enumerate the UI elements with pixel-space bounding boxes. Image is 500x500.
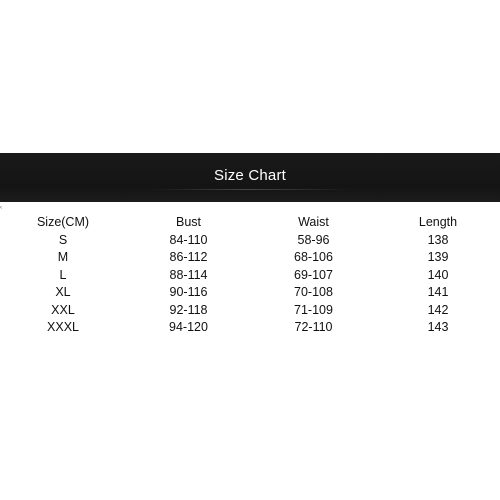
banner-divider [150, 189, 350, 190]
cell-length: 139 [427, 250, 449, 264]
cell-waist: 58-96 [297, 232, 330, 247]
table-row [0, 232, 500, 250]
cell-bust: 92-118 [169, 302, 208, 317]
size-table [0, 214, 500, 337]
cell-waist: 70-108 [294, 285, 333, 299]
table-header-row [0, 214, 500, 232]
table-row [0, 319, 500, 337]
table-row [0, 284, 500, 302]
cell-size: XL [55, 285, 71, 299]
header-size: Size(CM) [36, 215, 90, 229]
cell-bust: 94-120 [169, 320, 208, 334]
cell-length: 141 [427, 285, 449, 299]
header-waist: Waist [298, 215, 329, 229]
cell-bust: 88-114 [169, 267, 208, 282]
cell-size: M [57, 250, 69, 264]
page-title: Size Chart [213, 167, 287, 184]
table-row [0, 267, 500, 285]
cell-size: S [58, 232, 68, 247]
header-bust: Bust [175, 215, 201, 229]
cell-length: 140 [427, 267, 449, 282]
table-row [0, 302, 500, 320]
cell-waist: 72-110 [294, 320, 333, 334]
cell-waist: 69-107 [294, 267, 333, 282]
cell-bust: 90-116 [169, 285, 208, 299]
title-banner [0, 153, 500, 202]
chevron-left-icon: ‹ [0, 205, 2, 211]
table-row [0, 249, 500, 267]
cell-size: L [59, 267, 67, 282]
header-length: Length [418, 215, 458, 229]
cell-length: 138 [427, 232, 449, 247]
cell-length: 143 [427, 320, 449, 334]
cell-size: XXL [51, 302, 75, 317]
cell-waist: 71-109 [294, 302, 333, 317]
cell-bust: 86-112 [169, 250, 208, 264]
cell-bust: 84-110 [169, 232, 208, 247]
cell-length: 142 [427, 302, 449, 317]
cell-size: XXXL [47, 320, 79, 334]
cell-waist: 68-106 [294, 250, 333, 264]
